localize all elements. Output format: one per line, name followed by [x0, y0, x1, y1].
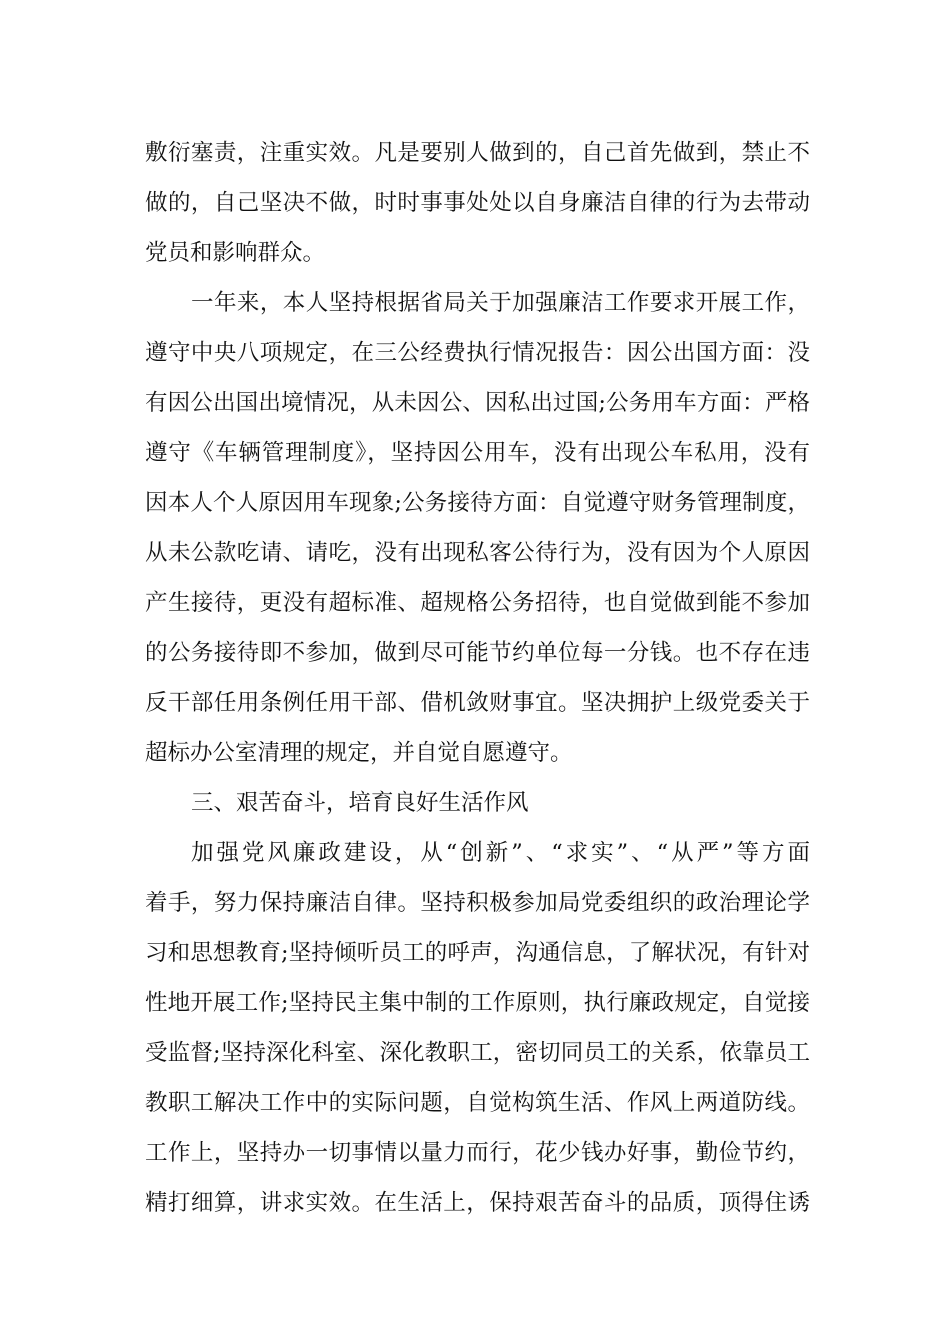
text-line: 教职工解决工作中的实际问题，自觉构筑生活、作风上两道防线。 [145, 1090, 810, 1116]
text-line: 的公务接待即不参加，做到尽可能节约单位每一分钱。也不存在违 [145, 640, 810, 666]
text-line: 加强党风廉政建设，从“创新”、“求实”、“从严”等方面 [191, 840, 810, 866]
heading-text: 三、艰苦奋斗，培育良好生活作风 [191, 790, 529, 816]
text-line: 产生接待，更没有超标准、超规格公务招待，也自觉做到能不参加 [145, 590, 810, 616]
paragraph-party-conduct [145, 828, 810, 1228]
text-line: 遵守中央八项规定，在三公经费执行情况报告：因公出国方面：没 [145, 340, 810, 366]
text-line: 超标办公室清理的规定，并自觉自愿遵守。 [145, 740, 573, 766]
text-line: 因本人个人原因用车现象;公务接待方面：自觉遵守财务管理制度， [145, 490, 810, 516]
paragraph-eight-rules [145, 278, 810, 778]
text-line: 反干部任用条例任用干部、借机敛财事宜。坚决拥护上级党委关于 [145, 690, 810, 716]
text-line: 做的，自己坚决不做，时时事事处处以自身廉洁自律的行为去带动 [145, 190, 810, 216]
text-line: 从未公款吃请、请吃，没有出现私客公待行为，没有因为个人原因 [145, 540, 810, 566]
text-line: 有因公出国出境情况，从未因公、因私出过国;公务用车方面：严格 [145, 390, 810, 416]
text-line: 一年来，本人坚持根据省局关于加强廉洁工作要求开展工作， [191, 290, 810, 316]
text-line: 着手，努力保持廉洁自律。坚持积极参加局党委组织的政治理论学 [145, 890, 810, 916]
document-body [145, 128, 810, 1228]
paragraph-self-discipline [145, 128, 810, 278]
text-line: 党员和影响群众。 [145, 240, 326, 266]
text-line: 遵守《车辆管理制度》，坚持因公用车，没有出现公车私用，没有 [145, 440, 810, 466]
text-line: 习和思想教育;坚持倾听员工的呼声，沟通信息，了解状况，有针对 [145, 940, 810, 966]
section-heading [145, 778, 810, 828]
text-line: 敷衍塞责，注重实效。凡是要别人做到的，自己首先做到，禁止不 [145, 140, 810, 166]
text-line: 受监督;坚持深化科室、深化教职工，密切同员工的关系，依靠员工 [145, 1040, 810, 1066]
text-line: 性地开展工作;坚持民主集中制的工作原则，执行廉政规定，自觉接 [145, 990, 810, 1016]
text-line: 精打细算，讲求实效。在生活上，保持艰苦奋斗的品质，顶得住诱 [145, 1190, 810, 1216]
text-line: 工作上，坚持办一切事情以量力而行，花少钱办好事，勤俭节约， [145, 1140, 810, 1166]
